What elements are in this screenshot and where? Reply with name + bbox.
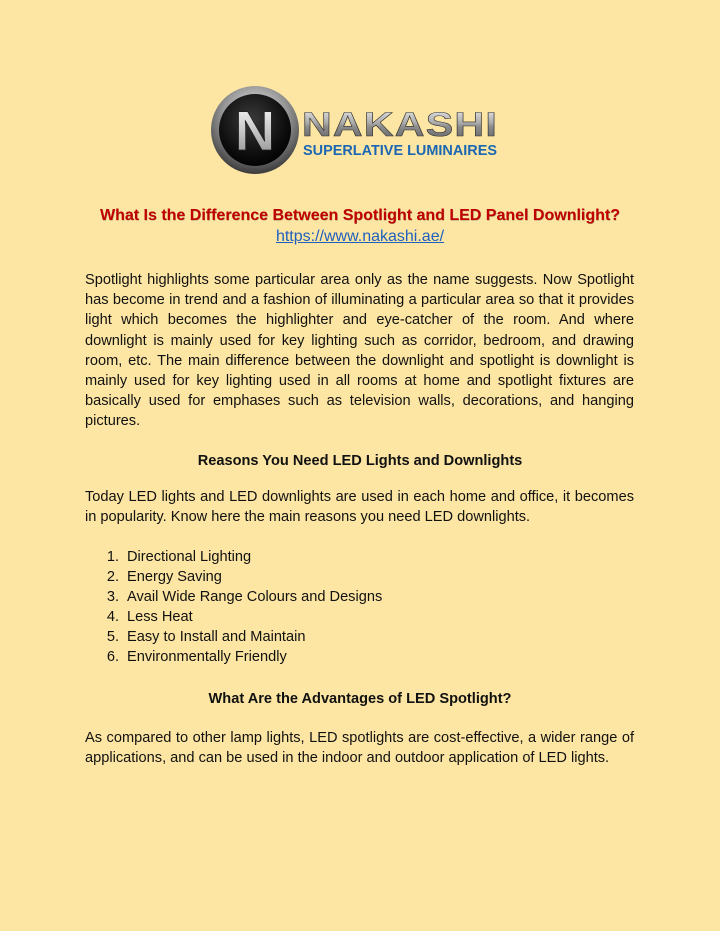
page-title: What Is the Difference Between Spotlight and LED Panel Downlight? [99,207,621,224]
list-item [85,647,585,667]
logo-brand-name: NAKASHI [302,106,498,144]
title-block [60,205,660,247]
list-item-number: 6. [106,649,119,666]
logo-tagline: SUPERLATIVE LUMINAIRES [303,142,497,159]
list-item [85,547,585,567]
list-item-label: Easy to Install and Maintain [127,629,306,646]
list-item-number: 2. [106,569,119,586]
list-item-number: 3. [106,589,119,606]
advantages-heading: What Are the Advantages of LED Spotlight? [208,691,512,707]
list-item [85,627,585,647]
list-item [85,587,585,607]
list-item-label: Avail Wide Range Colours and Designs [127,589,383,606]
advantages-paragraph: As compared to other lamp lights, LED spotlights are cost-effective, a wider range of applications, and can be used in the indoor and outdoor application of LED lights. [85,730,634,767]
list-item-label: Less Heat [127,609,193,626]
intro-paragraph: Spotlight highlights some particular area only as the name suggests. Now Spotlight has become in trend and a fashion of illuminating a particular area so that it provides light which becomes the highlighter and eye-catcher of the room. And where downlight is mainly used for key lighting such as corridor, bedroom, and drawing room, etc. The main difference between the downlight and spotlight is downlight is mainly used for key lighting used in all rooms at home and spotlight fixtures are basically used for emphases such as television walls, decorations, and hanging pictures. [85,272,634,430]
website-link[interactable]: https://www.nakashi.ae/ [275,228,445,245]
list-item-number: 1. [106,549,119,565]
reasons-list [85,547,585,668]
list-item-number: 4. [106,609,119,626]
list-item-label: Environmentally Friendly [127,649,287,666]
list-item [85,607,585,627]
nakashi-logo [210,84,510,204]
reasons-paragraph: Today LED lights and LED downlights are used in each home and office, it becomes in popularity. Know here the main reasons you need LED downlights. [85,489,634,526]
logo-emblem-letter: N [234,99,276,162]
list-item-number: 5. [106,629,119,646]
list-item-label: Directional Lighting [127,549,252,565]
list-item [85,567,585,587]
list-item-label: Energy Saving [127,569,222,586]
reasons-heading: Reasons You Need LED Lights and Downlights [197,453,523,469]
